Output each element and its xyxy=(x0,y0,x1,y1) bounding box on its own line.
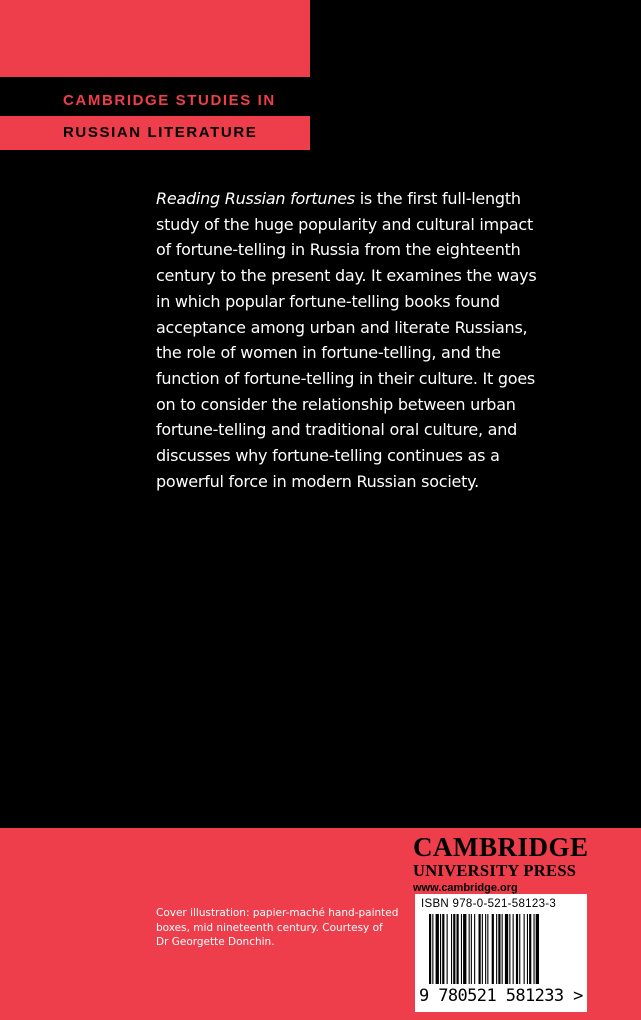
blurb-line: the role of women in fortune-telling, and the xyxy=(156,343,501,363)
blurb-line: function of fortune-telling in their culture. It goes xyxy=(156,368,535,388)
blurb-line: in which popular fortune-telling books found xyxy=(156,291,500,311)
publisher-subtitle: UNIVERSITY PRESS xyxy=(413,861,577,880)
book-description xyxy=(156,186,537,494)
book-title-italic: Reading Russian fortunes xyxy=(156,189,355,208)
publisher-logo xyxy=(413,832,588,894)
credit-line: Cover illustration: papier-maché hand-painted xyxy=(156,907,399,919)
blurb-line: discusses why fortune-telling continues as a xyxy=(156,446,500,466)
blurb-line: study of the huge popularity and cultural impact xyxy=(156,214,533,234)
top-red-block xyxy=(0,0,310,77)
barcode-bars xyxy=(429,914,581,984)
blurb-first-line-rest: is the first full-length xyxy=(354,189,521,208)
blurb-line: fortune-telling and traditional oral culture, and xyxy=(156,420,518,440)
barcode-box xyxy=(415,894,587,1012)
series-band xyxy=(0,116,310,150)
blurb-line: century to the present day. It examines the ways xyxy=(156,266,537,286)
bottom-red-panel xyxy=(0,828,641,1020)
blurb-first-line xyxy=(156,186,521,212)
credit-line: boxes, mid nineteenth century. Courtesy of xyxy=(156,921,383,934)
cover-credit xyxy=(156,906,399,950)
ean-digits: 9 780521 581233 > xyxy=(419,986,583,1006)
publisher-url: www.cambridge.org xyxy=(413,882,518,894)
isbn-label: ISBN 978-0-521-58123-3 xyxy=(421,898,557,910)
series-title-line1: CAMBRIDGE STUDIES IN xyxy=(63,92,276,109)
credit-line: Dr Georgette Donchin. xyxy=(156,936,275,948)
blurb-line: on to consider the relationship between urban xyxy=(156,394,516,414)
publisher-name: CAMBRIDGE xyxy=(413,832,589,862)
series-title-line2: RUSSIAN LITERATURE xyxy=(63,124,258,141)
blurb-line: of fortune-telling in Russia from the eighteenth xyxy=(156,240,521,260)
blurb-line: powerful force in modern Russian society. xyxy=(156,471,479,491)
blurb-line: acceptance among urban and literate Russians, xyxy=(156,317,528,337)
